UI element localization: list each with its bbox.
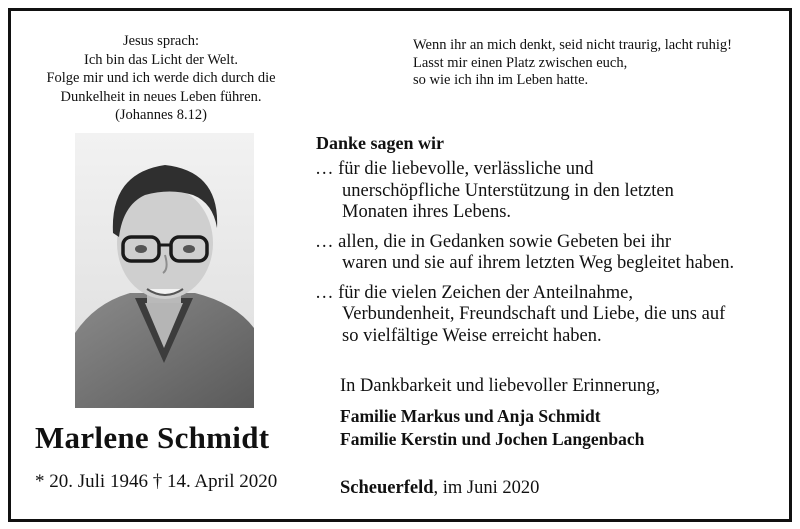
verse-line: Jesus sprach: xyxy=(122,33,200,49)
quote-line: Wenn ihr an mich denkt, seid nicht traurig, lacht ruhig! xyxy=(413,37,732,53)
life-dates: * 20. Juli 1946 † 14. April 2020 xyxy=(35,471,278,492)
deceased-name: Marlene Schmidt xyxy=(35,420,270,455)
thanks-line: so vielfältige Weise erreicht haben. xyxy=(342,325,602,346)
thanks-item xyxy=(315,159,785,224)
family-name: Familie Markus und Anja Schmidt xyxy=(340,406,601,426)
thanks-line: … für die liebevolle, verlässliche und xyxy=(315,159,594,179)
verse-line: Dunkelheit in neues Leben führen. xyxy=(60,88,262,105)
thanks-heading: Danke sagen wir xyxy=(316,133,445,153)
family-name: Familie Kerstin und Jochen Langenbach xyxy=(340,429,645,449)
verse-line: (Johannes 8.12) xyxy=(115,107,207,123)
bible-verse xyxy=(22,32,300,125)
thanks-line: Monaten ihres Lebens. xyxy=(342,202,512,222)
verse-line: Ich bin das Licht der Welt. xyxy=(84,51,238,68)
thanks-line: waren und sie auf ihrem letzten Weg begleitet haben. xyxy=(342,253,735,273)
thanks-list xyxy=(315,159,785,355)
memorial-quote xyxy=(413,37,783,90)
quote-line: so wie ich ihn im Leben hatte. xyxy=(413,72,589,88)
place-town: Scheuerfeld xyxy=(340,478,434,498)
verse-line: Folge mir und ich werde dich durch die xyxy=(46,70,276,86)
closing-line: In Dankbarkeit und liebevoller Erinnerung, xyxy=(340,376,661,396)
place-date xyxy=(340,478,539,499)
thanks-line: unerschöpfliche Unterstützung in den letzten xyxy=(342,180,674,201)
thanks-line: Verbundenheit, Freundschaft und Liebe, die uns auf xyxy=(342,304,726,324)
thanks-line: … für die vielen Zeichen der Anteilnahme, xyxy=(315,282,633,303)
place-date-text: , im Juni 2020 xyxy=(433,478,540,498)
thanks-item xyxy=(315,232,785,275)
portrait-photo xyxy=(75,133,254,408)
quote-line: Lasst mir einen Platz zwischen euch, xyxy=(413,54,628,71)
thanks-item xyxy=(315,283,785,348)
thanks-line: … allen, die in Gedanken sowie Gebeten bei ihr xyxy=(315,231,672,252)
family-signatures xyxy=(340,405,644,451)
